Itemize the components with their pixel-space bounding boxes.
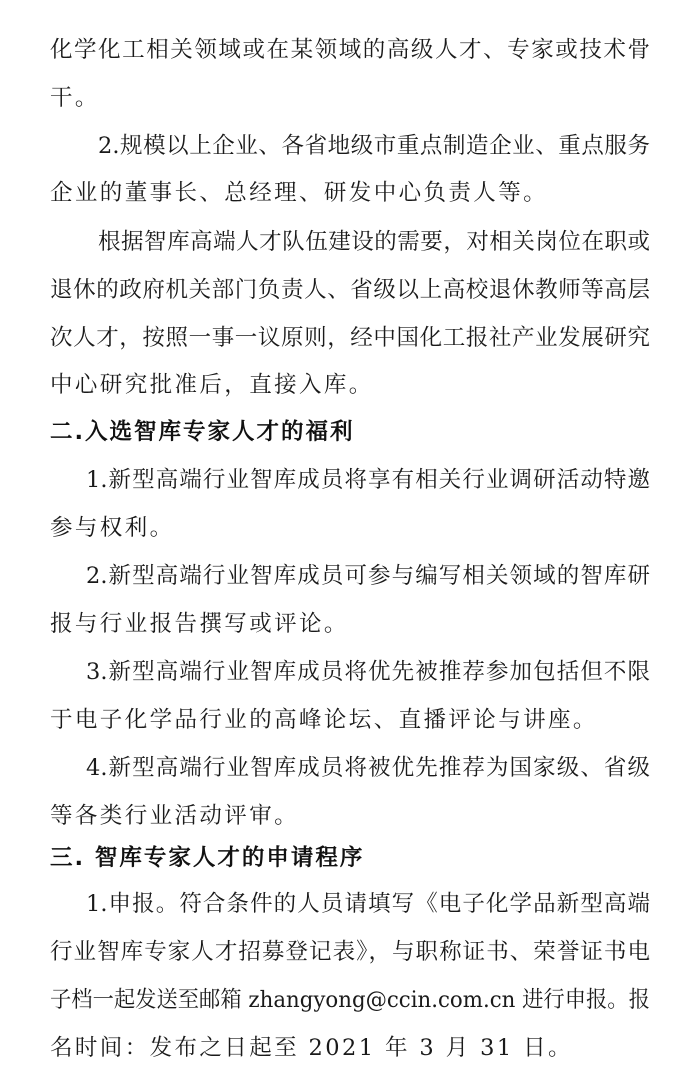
paragraph-line: 参与权利。 bbox=[50, 515, 175, 541]
email-line: 子档一起发送至邮箱 zhangyong@ccin.com.cn 进行申报。报 bbox=[50, 987, 650, 1013]
list-item-line: 2.新型高端行业智库成员可参与编写相关领域的智库研 bbox=[86, 563, 650, 589]
list-item-line: 4.新型高端行业智库成员将被优先推荐为国家级、省级 bbox=[86, 755, 650, 781]
paragraph-line: 根据智库高端人才队伍建设的需要，对相关岗位在职或 bbox=[98, 229, 650, 255]
paragraph-line: 于电子化学品行业的高峰论坛、直播评论与讲座。 bbox=[50, 707, 598, 733]
deadline-line: 名时间：发布之日起至 2021 年 3 月 31 日。 bbox=[50, 1035, 573, 1061]
paragraph-line: 退休的政府机关部门负责人、省级以上高校退休教师等高层 bbox=[50, 277, 650, 303]
paragraph-line: 报与行业报告撰写或评论。 bbox=[50, 611, 349, 637]
list-item-line: 1.申报。符合条件的人员请填写《电子化学品新型高端 bbox=[86, 891, 650, 917]
paragraph-line: 中心研究批准后，直接入库。 bbox=[50, 372, 374, 398]
paragraph-line: 化学化工相关领域或在某领域的高级人才、专家或技术骨 bbox=[50, 37, 650, 63]
list-item-line: 2.规模以上企业、各省地级市重点制造企业、重点服务 bbox=[98, 133, 650, 159]
paragraph-line: 干。 bbox=[50, 85, 100, 111]
list-item-line: 3.新型高端行业智库成员将优先被推荐参加包括但不限 bbox=[86, 659, 650, 685]
paragraph-line: 等各类行业活动评审。 bbox=[50, 803, 300, 829]
paragraph-line: 行业智库专家人才招募登记表》，与职称证书、荣誉证书电 bbox=[50, 939, 650, 965]
section-heading-benefits: 二.入选智库专家人才的福利 bbox=[50, 419, 355, 445]
paragraph-line: 次人才，按照一事一议原则，经中国化工报社产业发展研究 bbox=[50, 325, 650, 351]
section-heading-application: 三. 智库专家人才的申请程序 bbox=[50, 845, 365, 871]
list-item-line: 1.新型高端行业智库成员将享有相关行业调研活动特邀 bbox=[86, 467, 650, 493]
paragraph-line: 企业的董事长、总经理、研发中心负责人等。 bbox=[50, 180, 549, 206]
